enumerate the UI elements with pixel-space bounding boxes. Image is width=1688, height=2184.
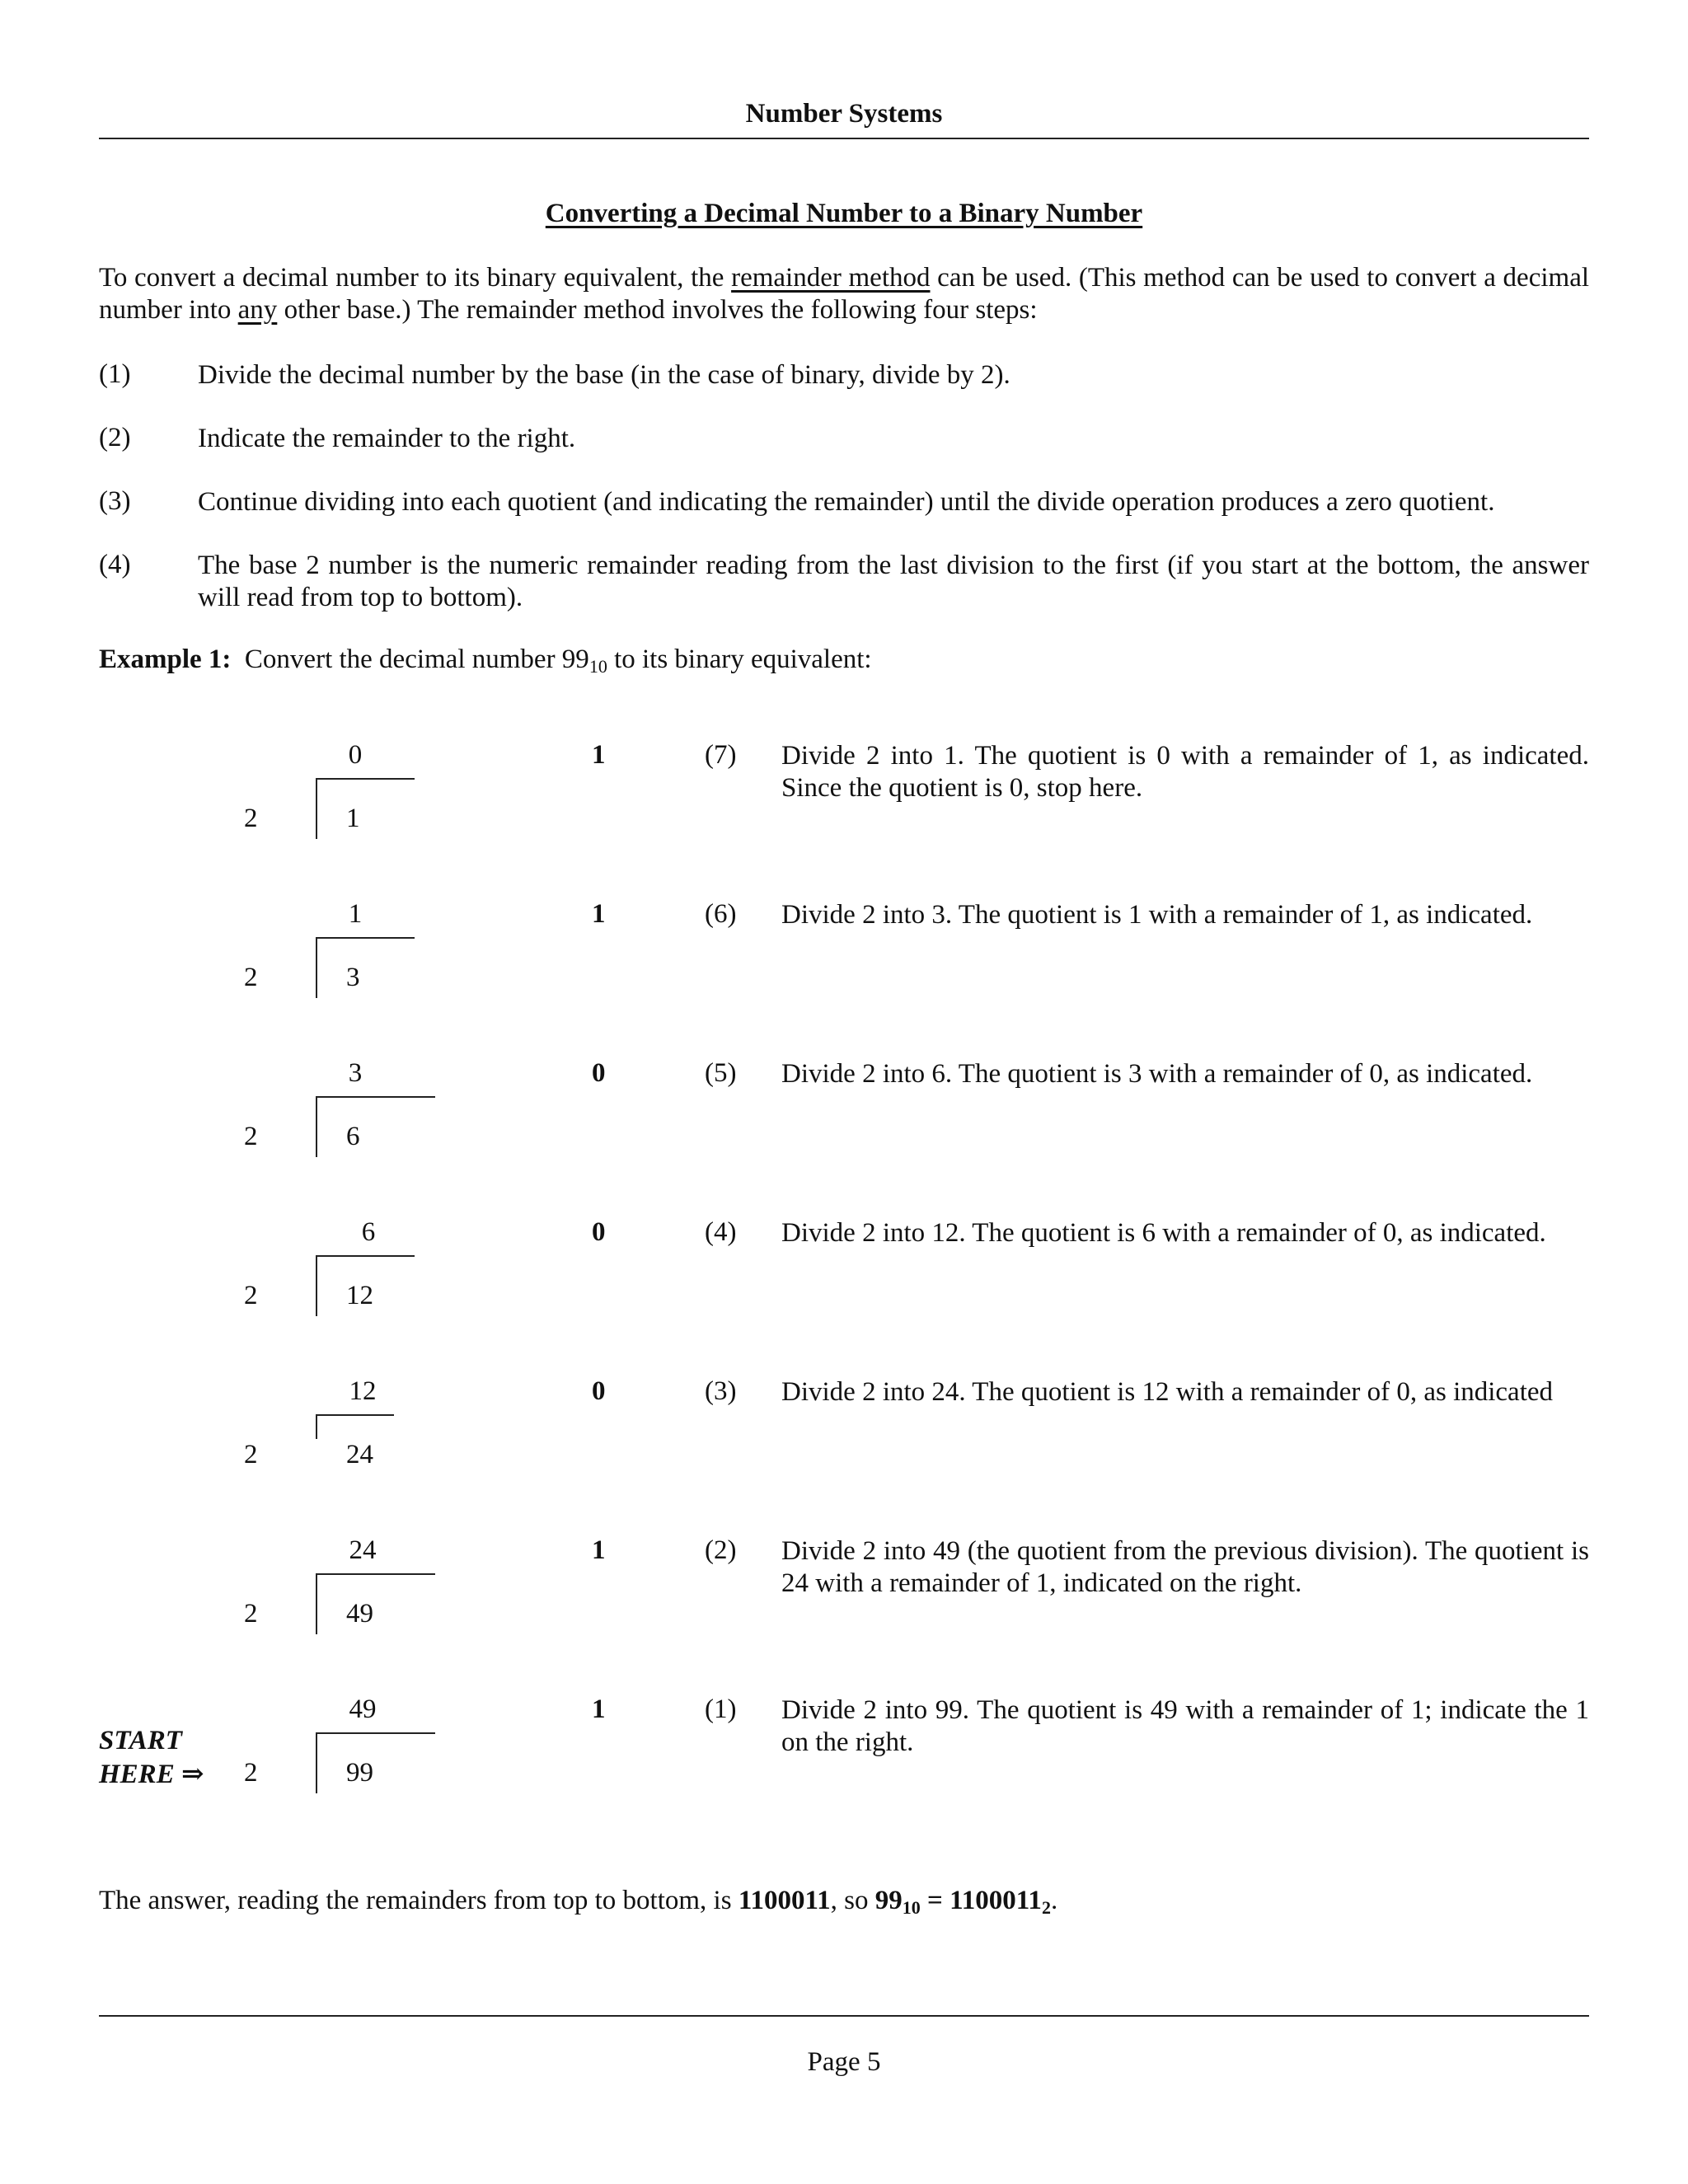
- start-here-label: START HERE ⇒: [99, 1726, 204, 1789]
- intro-paragraph: To convert a decimal number to its binary equivalent, the remainder method can be used. (This method can be used to convert a decimal number into any other base.) The remainder method involves the following four steps:: [99, 263, 1590, 325]
- quotient: 12: [349, 1376, 377, 1406]
- division-description: Divide 2 into 49 (the quotient from the previous division). The quotient is 24 with a remainder of 1, indicated on the right.: [781, 1536, 1589, 1598]
- dividend: 49: [346, 1599, 373, 1629]
- division-bar: [316, 1255, 415, 1257]
- division-step-number: (7): [705, 740, 737, 770]
- division-step-number: (4): [705, 1217, 737, 1247]
- step-text: Indicate the remainder to the right.: [198, 424, 576, 453]
- division-bar: [316, 778, 415, 780]
- division-bracket: [316, 937, 317, 998]
- example-heading: Example 1: Convert the decimal number $99_{10}$ to its binary equivalent:: [99, 644, 872, 677]
- division-step-number: (1): [705, 1694, 737, 1724]
- division-description: Divide 2 into 12. The quotient is 6 with a remainder of 0, as indicated.: [781, 1218, 1546, 1248]
- footer-rule: [99, 2015, 1589, 2017]
- dividend: 12: [346, 1281, 373, 1310]
- section-title: Converting a Decimal Number to a Binary Number: [545, 199, 1143, 228]
- divisor: 2: [244, 1440, 258, 1469]
- division-bar: [316, 1096, 435, 1098]
- divisor: 2: [244, 1599, 258, 1629]
- remainder: 0: [592, 1058, 606, 1088]
- division-bar: [316, 1732, 435, 1734]
- step-text: Divide the decimal number by the base (in the case of binary, divide by 2).: [198, 360, 1010, 390]
- step-number: (3): [99, 486, 131, 516]
- division-step-number: (3): [705, 1376, 737, 1406]
- quotient: 24: [349, 1535, 377, 1565]
- division-bracket: [316, 778, 317, 839]
- division-bracket: [316, 1096, 317, 1157]
- page-number: Page 5: [807, 2047, 881, 2077]
- header-title: Number Systems: [745, 99, 943, 129]
- header-rule: [99, 138, 1589, 139]
- dividend: 24: [346, 1440, 373, 1469]
- division-bracket: [316, 1573, 317, 1634]
- division-bar: [316, 1414, 394, 1416]
- dividend: 3: [346, 963, 360, 992]
- step-text: Continue dividing into each quotient (and indicating the remainder) until the divide operation produces a zero quotient.: [198, 487, 1495, 517]
- step-number: (1): [99, 359, 131, 389]
- division-description: Divide 2 into 6. The quotient is 3 with a remainder of 0, as indicated.: [781, 1059, 1533, 1089]
- division-bracket: [316, 1414, 317, 1439]
- step-number: (4): [99, 550, 131, 579]
- division-step-number: (2): [705, 1535, 737, 1565]
- quotient: 1: [348, 899, 363, 929]
- remainder: 1: [592, 740, 606, 770]
- divisor: 2: [244, 963, 258, 992]
- division-description: Divide 2 into 24. The quotient is 12 with a remainder of 0, as indicated: [781, 1377, 1554, 1407]
- quotient: 6: [361, 1217, 376, 1247]
- division-bracket: [316, 1255, 317, 1316]
- remainder: 0: [592, 1376, 606, 1406]
- division-description: Divide 2 into 99. The quotient is 49 with a remainder of 1; indicate the 1 on the right.: [781, 1695, 1589, 1757]
- quotient: 0: [348, 740, 363, 770]
- division-bar: [316, 937, 415, 939]
- division-description: Divide 2 into 1. The quotient is 0 with a remainder of 1, as indicated. Since the quotient is 0, stop here.: [781, 741, 1589, 803]
- division-bar: [316, 1573, 435, 1575]
- remainder: 1: [592, 1694, 606, 1724]
- division-description: Divide 2 into 3. The quotient is 1 with a remainder of 1, as indicated.: [781, 900, 1533, 930]
- quotient: 3: [348, 1058, 363, 1088]
- divisor: 2: [244, 1758, 258, 1788]
- dividend: 6: [346, 1122, 360, 1151]
- dividend: 99: [346, 1758, 373, 1788]
- answer-sentence: The answer, reading the remainders from top to bottom, is 1100011, so $99_{10} = 1100011_2$.: [99, 1886, 1058, 1918]
- remainder: 0: [592, 1217, 606, 1247]
- remainder: 1: [592, 899, 606, 929]
- quotient: 49: [349, 1694, 377, 1724]
- divisor: 2: [244, 1122, 258, 1151]
- step-number: (2): [99, 423, 131, 452]
- remainder: 1: [592, 1535, 606, 1565]
- division-step-number: (5): [705, 1058, 737, 1088]
- divisor: 2: [244, 804, 258, 833]
- division-step-number: (6): [705, 899, 737, 929]
- division-bracket: [316, 1732, 317, 1793]
- divisor: 2: [244, 1281, 258, 1310]
- dividend: 1: [346, 804, 360, 833]
- step-text: The base 2 number is the numeric remainder reading from the last division to the first (if you start at the bottom, the answer will read from top to bottom).: [198, 551, 1589, 612]
